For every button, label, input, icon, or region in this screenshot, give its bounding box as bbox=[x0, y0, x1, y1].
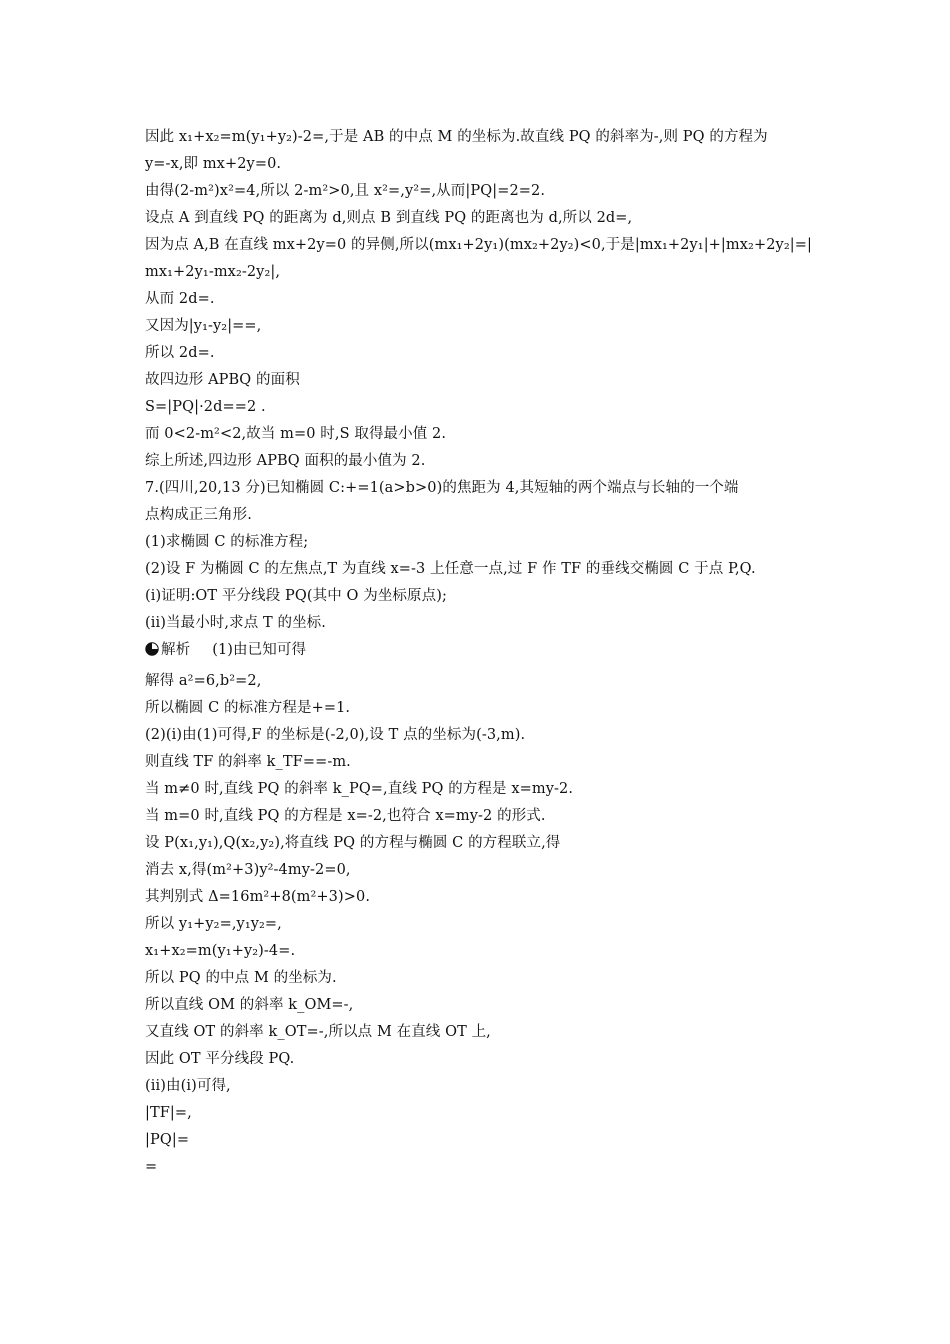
text-line: 因此 OT 平分线段 PQ. bbox=[145, 1051, 295, 1067]
text-line: mx₁+2y₁-mx₂-2y₂|, bbox=[145, 264, 281, 280]
text-line: 当 m=0 时,直线 PQ 的方程是 x=-2,也符合 x=my-2 的形式. bbox=[145, 808, 546, 824]
text-line: 因此 x₁+x₂=m(y₁+y₂)-2=,于是 AB 的中点 M 的坐标为.故直线 PQ 的斜率为-,则 PQ 的方程为 bbox=[145, 129, 768, 145]
text-line: |PQ|= bbox=[145, 1132, 190, 1148]
text-line: 因为点 A,B 在直线 mx+2y=0 的异侧,所以(mx₁+2y₁)(mx₂+2y₂)<0,于是|mx₁+2y₁|+|mx₂+2y₂|=| bbox=[145, 237, 812, 253]
answer-label: 解析 bbox=[161, 642, 191, 658]
text-line: 所以 PQ 的中点 M 的坐标为. bbox=[145, 970, 337, 986]
text-line: 所以 y₁+y₂=,y₁y₂=, bbox=[145, 916, 282, 932]
text-line: |TF|=, bbox=[145, 1105, 192, 1121]
text-line: 消去 x,得(m²+3)y²-4my-2=0, bbox=[145, 862, 351, 878]
text-line: 设点 A 到直线 PQ 的距离为 d,则点 B 到直线 PQ 的距离也为 d,所以 2d=, bbox=[145, 210, 633, 226]
text-line: (i)证明:OT 平分线段 PQ(其中 O 为坐标原点); bbox=[145, 588, 447, 604]
document-body bbox=[145, 124, 810, 1181]
text-line: S=|PQ|·2d==2 . bbox=[145, 399, 266, 415]
text-line: y=-x,即 mx+2y=0. bbox=[145, 156, 282, 172]
text-line: (2)(i)由(1)可得,F 的坐标是(-2,0),设 T 点的坐标为(-3,m). bbox=[145, 727, 526, 743]
text-line: 所以椭圆 C 的标准方程是+=1. bbox=[145, 700, 351, 716]
text-line: (ii)当最小时,求点 T 的坐标. bbox=[145, 615, 326, 631]
text-line: x₁+x₂=m(y₁+y₂)-4=. bbox=[145, 943, 296, 959]
text-line: 又因为|y₁-y₂|==, bbox=[145, 318, 262, 334]
text-line: 综上所述,四边形 APBQ 面积的最小值为 2. bbox=[145, 453, 426, 469]
text-line: 其判别式 Δ=16m²+8(m²+3)>0. bbox=[145, 889, 371, 905]
text-line: (ii)由(i)可得, bbox=[145, 1078, 231, 1094]
text-line: 从而 2d=. bbox=[145, 291, 215, 307]
text-line: 则直线 TF 的斜率 k_TF==-m. bbox=[145, 754, 351, 770]
text-line: 而 0<2-m²<2,故当 m=0 时,S 取得最小值 2. bbox=[145, 426, 447, 442]
text-line: 由得(2-m²)x²=4,所以 2-m²>0,且 x²=,y²=,从而|PQ|=2=2. bbox=[145, 183, 546, 199]
answer-first-line: (1)由已知可得 bbox=[212, 642, 307, 658]
text-line: 点构成正三角形. bbox=[145, 507, 252, 523]
text-line: 又直线 OT 的斜率 k_OT=-,所以点 M 在直线 OT 上, bbox=[145, 1024, 491, 1040]
text-line: 故四边形 APBQ 的面积 bbox=[145, 372, 300, 388]
text-line: = bbox=[145, 1159, 158, 1175]
text-line: (2)设 F 为椭圆 C 的左焦点,T 为直线 x=-3 上任意一点,过 F 作 TF 的垂线交椭圆 C 于点 P,Q. bbox=[145, 561, 756, 577]
text-line: 当 m≠0 时,直线 PQ 的斜率 k_PQ=,直线 PQ 的方程是 x=my-2. bbox=[145, 781, 574, 797]
text-line: (1)求椭圆 C 的标准方程; bbox=[145, 534, 309, 550]
answer-marker-icon bbox=[145, 642, 159, 656]
text-line: 所以 2d=. bbox=[145, 345, 215, 361]
answer-header bbox=[145, 637, 810, 664]
problem-heading: 7.(四川,20,13 分)已知椭圆 C:+=1(a>b>0)的焦距为 4,其短轴的两个端点与长轴的一个端 bbox=[145, 480, 739, 496]
text-line: 解得 a²=6,b²=2, bbox=[145, 673, 262, 689]
text-line: 所以直线 OM 的斜率 k_OM=-, bbox=[145, 997, 354, 1013]
text-line: 设 P(x₁,y₁),Q(x₂,y₂),将直线 PQ 的方程与椭圆 C 的方程联立,得 bbox=[145, 835, 561, 851]
